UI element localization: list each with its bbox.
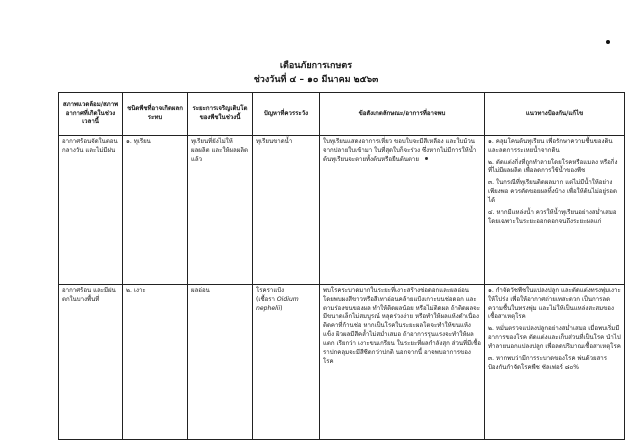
scan-speck bbox=[606, 40, 610, 44]
symptom-cell: พบโรคระบาดมากในระยะที่เงาะสร้างช่อดอกและผลอ่อน โดยพบผงสีขาวหรือสีเทาอ่อนคล้ายแป้งเกาะบนช่อดอก และตามร่องขนของผล ทำให้ติดผลน้อย หรือไม่ติดผล ถ้าติดผลจะมีขนาดเล็กไม่สมบูรณ์ หลุดร่วงง่าย หรือทำให้ผลแห้งดำเนื่องติดคาที่ก้านช่อ หากเป็นโรคในระยะผลโตจะทำให้ขนแห้ง แข็ง ผิวผลมีสีคล้ำไม่สม่ำเสมอ ถ้าอาการรุนแรงจะทำให้ผลแตก เรียกว่า เงาะขนเกรียน ในระยะที่ผลกำลังสุก ส่วนที่มีเชื้อราปกคลุมจะมีสีซีดกว่าปกติ นอกจากนี้ อาจพบอาการของโรค bbox=[320, 285, 485, 440]
header-row bbox=[59, 93, 625, 136]
action-item: ๑. กำจัดวัชพืชในแปลงปลูก และตัดแต่งทรงพุ่มเงาะให้โปร่ง เพื่อให้อากาศถ่ายเทสะดวก เป็นการลดความชื้นในทรงพุ่ม และไม่ให้เป็นแหล่งสะสมของเชื้อสาเหตุโรค bbox=[488, 287, 621, 321]
action-item: ๑. คลุมโคนต้นทุเรียน เพื่อรักษาความชื้นของดินและลดการระเหยน้ำจากดิน bbox=[488, 138, 613, 154]
col-header-problem: ปัญหาที่ควรระวัง bbox=[253, 93, 320, 136]
col-header-crop: ชนิดพืชที่อาจเกิดผลกระทบ bbox=[123, 93, 188, 136]
pathogen-name: Oidium nephelii bbox=[256, 295, 299, 312]
actions-cell bbox=[485, 136, 625, 285]
pathogen-note bbox=[256, 296, 316, 314]
col-header-symptom: ข้อสังเกตลักษณะ/อาการที่อาจพบ bbox=[320, 93, 485, 136]
problem-name: โรคราแป้ง bbox=[256, 287, 285, 294]
crop-cell: ๒. เงาะ bbox=[123, 285, 188, 440]
action-item: ๓. ในกรณีที่ทุเรียนติดผลมาก แต่ไม่มีน้ำให้อย่างเพียงพอ ควรตัดขอยผลทิ้งบ้าง เพื่อให้ต้นไม่อยู่รอดได้ bbox=[488, 179, 617, 204]
condition-cell: อากาศร้อนจัดในตอนกลางวัน และไม่มีฝน bbox=[59, 136, 123, 285]
action-item: ๔. หากมีแหล่งน้ำ ควรให้น้ำทุเรียนอย่างสม่ำเสมอโดยเฉพาะในระยะออกดอกจนถึงระยะผลแก่ bbox=[488, 208, 617, 225]
pathogen-suffix: ) bbox=[280, 304, 283, 312]
problem-cell bbox=[253, 285, 320, 440]
col-header-condition: สภาพแวดล้อม/สภาพอากาศที่เกิดในช่วงเวลานี้ bbox=[59, 93, 123, 136]
scan-speck bbox=[425, 157, 428, 160]
condition-cell: อากาศร้อน และมีฝนตกในบางพื้นที่ bbox=[59, 285, 123, 440]
action-item: ๒. หมั่นตรวจแปลงปลูกอย่างสม่ำเสมอ เมื่อพบเริ่มมีอาการของโรค ตัดแต่งและเก็บส่วนที่เป็นโรค นำไปทำลายนอกแปลงปลูก เพื่อลดปริมาณเชื้อสาเหตุโรค bbox=[488, 325, 621, 350]
crop-cell: ๑. ทุเรียน bbox=[123, 136, 188, 285]
pathogen-prefix: (เชื้อรา bbox=[256, 295, 277, 303]
symptom-text: ใบทุเรียนแสดงอาการเหี่ยว ขอบใบจะมีสีเหลือง และใบม้วนจากปลายใบเข้ามา ในที่สุดใบก็จะร่วง ซึ่งหากไม่มีการให้น้ำ ต้นทุเรียนจะตายทั้งต้นหรือยืนต้นตาย bbox=[323, 138, 477, 163]
problem-cell: ทุเรียนขาดน้ำ bbox=[253, 136, 320, 285]
action-item: ๒. ตัดแต่งกิ่งที่ถูกทำลายโดยโรคหรือแมลง หรือกิ่งที่ไม่มีผลผลิต เพื่อลดการใช้น้ำของพืช bbox=[488, 158, 618, 175]
table-row bbox=[59, 136, 625, 285]
actions-cell bbox=[485, 285, 625, 440]
warning-table bbox=[58, 92, 625, 440]
page-title: เตือนภัยการเกษตร bbox=[279, 61, 353, 71]
col-header-stage: ระยะการเจริญเติบโตของพืชในช่วงนี้ bbox=[188, 93, 253, 136]
table-row bbox=[59, 285, 625, 440]
col-header-actions: แนวทางป้องกัน/แก้ไข bbox=[485, 93, 625, 136]
symptom-cell bbox=[320, 136, 485, 285]
date-range: ช่วงวันที่ ๔ – ๑๐ มีนาคม ๒๕๖๓ bbox=[253, 75, 379, 85]
stage-cell: ผลอ่อน bbox=[188, 285, 253, 440]
stage-cell: ทุเรียนที่ยังไม่ให้ผลผลิต และให้ผลผลิตแล้ว bbox=[188, 136, 253, 285]
action-item: ๓. หากพบว่ามีการระบาดของโรค พ่นด้วยสารป้องกันกำจัดโรคพืช ซัลเฟอร์ ๘๐% bbox=[488, 354, 607, 371]
